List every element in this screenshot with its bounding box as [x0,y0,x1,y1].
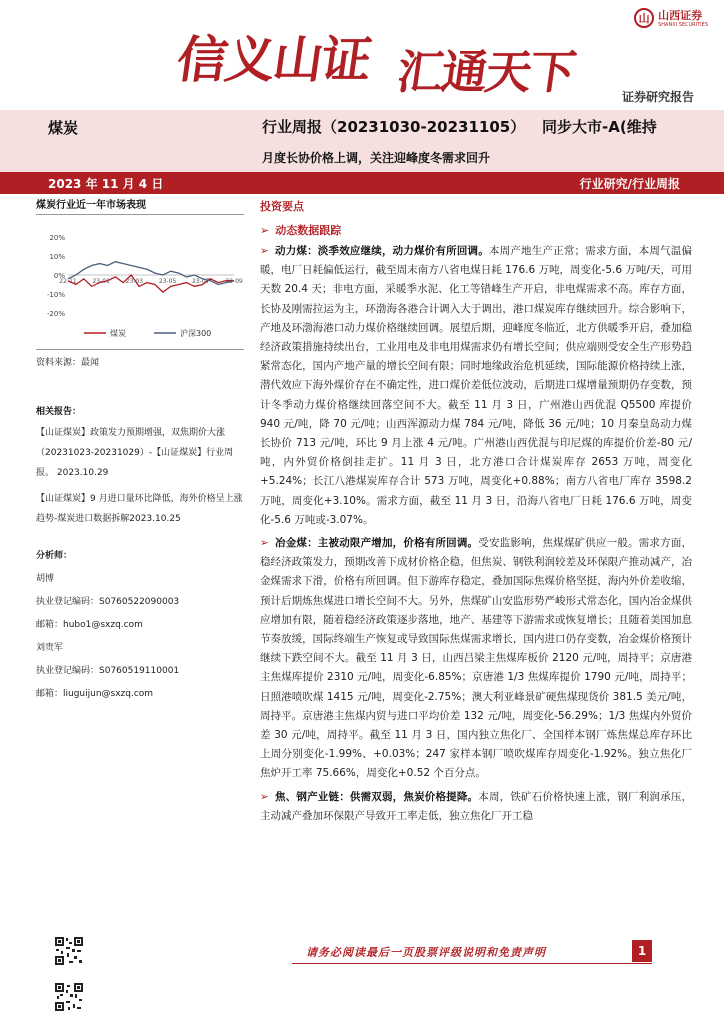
triangle-bullet-icon: ➢ [260,245,269,257]
y-tick-label: -20% [46,310,65,318]
paragraph-thermal-coal [260,242,692,530]
title-bar [0,110,724,172]
page-number: 1 [632,940,652,962]
report-title: 行业周报（20231030-20231105） [262,118,526,136]
analyst-email[interactable]: 邮箱：liuguijun@sxzq.com [36,689,154,699]
sidebar [36,194,244,706]
paragraph-body: 本周，铁矿石价格快速上涨，钢厂利润承压，主动减产叠加环保限产导致开工率走低，独立焦化厂开工稳 [260,790,693,822]
analyst-email[interactable]: 邮箱：hubo1@sxzq.com [36,620,143,630]
paragraph-title: 焦、钢产业链：供需双弱，焦炭价格提降。 [274,790,479,803]
paragraph-body: 本周产地生产正常；需求方面，本周气温偏暖，电厂日耗偏低运行，截至周末南方八省电煤日耗 176.6 万吨，周变化-5.6 万吨/天，可用天数 20.4 天；非电方面，采暖季水泥、化工等错峰生产开启，非电煤需求不高。库存方面，长协及刚需拉运为主，环渤海各港合计调入大于调出，港口煤炭库存继续回升。综合影响下，产地及环渤海港口动力煤价格继续回调。展望后期，迎峰度冬临近，北方供暖季开启，叠加稳经济政策措施持续出台，工业用电及非电用煤需求仍有增长空间；供应端则受安全生产形势趋紧常态化，国内产地产量的增长空间有限；同时地缘政治危机延续，国际能源价格持续上涨，潜代效应下海外煤价存在不确定性，进口煤价差低位波动，后期进口煤增量预期仍存变数，预计冬季动力煤价格继续回落空间不大。截至 11 月 3 日，广州港山西优混 Q5500 库提价 940 元/吨，降 70 元/吨；山西浑源动力煤 784 元/吨，降低 36 元/吨；10 月秦皇岛动力煤长协价 713 元/吨，环比 9 月上涨 4 元/吨。广州港山西优混与印尼煤的库提价价差-80 元/吨，内外贸价格倒挂走扩。11 月 3 日，北方港口合计煤炭库存 2653 万吨，周变化+5.24%；长江八港煤炭库存合计 573 万吨，周变化+0.88%；南方八省电厂库存 3598.2 万吨，周变化+3.10%。需求方面，截至 11 月 3 日，沿海八省电厂日耗 176.6 万吨，周变化-5.6 万吨或-3.07%。 [260,245,693,526]
related-report-item[interactable]: 【山证煤炭】政策发力预期增强，双焦期价大涨（20231023-20231029）-【山证煤炭】行业周报。 2023.10.29 [36,428,234,478]
paragraph-title: 冶金煤：主被动限产增加，价格有所回调。 [274,537,479,550]
main-content [260,194,692,826]
y-tick-label: 0% [53,272,65,280]
report-date: 2023 年 11 月 4 日 [48,177,164,191]
report-subtitle: 月度长协价格上调，关注迎峰度冬需求回升 [262,151,491,165]
qr-code-icon [54,982,84,1012]
x-tick-label: 23-01 [92,278,110,285]
legend-label: 沪深300 [180,329,212,338]
y-tick-label: -10% [46,291,65,299]
slogan-part2: 汇通天下 [393,45,578,99]
triangle-bullet-icon: ➢ [260,537,269,550]
analyst-heading: 分析师： [36,551,73,561]
sector-name: 煤炭 [48,119,79,137]
chart-source: 资料来源：最闻 [36,349,244,368]
sub-title: ➢ 动态数据跟踪 [260,224,342,237]
legend-label: 煤炭 [110,329,126,338]
x-tick-label: 23-05 [158,278,177,285]
rating: 同步大市-A(维持 [542,118,657,136]
related-report-item[interactable]: 【山证煤炭】9 月进口量环比降低，海外价格呈上涨趋势-煤炭进口数据拆解2023.10.25 [36,494,243,524]
qr-code-icon [54,936,84,966]
report-category: 行业研究/行业周报 [579,177,680,191]
report-type: 证券研究报告 [621,90,694,104]
x-tick-label: 23-09 [225,278,243,285]
slogan-part1: 信义山证 [173,30,374,89]
footer-rule [292,963,652,964]
triangle-bullet-icon: ➢ [260,224,270,237]
analyst-name: 刘贵军 [36,643,64,653]
date-bar [0,172,724,194]
x-tick-label: 23-07 [192,278,210,285]
performance-chart-title: 煤炭行业近一年市场表现 [36,196,244,215]
performance-chart-svg [36,215,244,345]
logo-mark-icon: 山 [634,8,654,28]
paragraph-title: 动力煤：淡季效应继续，动力煤价有所回调。 [274,245,489,257]
page-banner [0,0,724,110]
analyst-name: 胡博 [36,574,55,584]
logo-cn: 山西证券 [658,8,703,22]
performance-chart [36,215,244,345]
paragraph-steel-chain [260,788,692,826]
page-footer [0,932,724,972]
logo-en: SHANXI SECURITIES [658,21,708,28]
related-reports-heading: 相关报告： [36,407,82,417]
related-reports [36,423,244,529]
y-tick-label: 20% [49,234,65,242]
x-tick-label: 22-11 [59,278,77,285]
y-tick-label: 10% [49,253,65,261]
disclaimer-text: 请务必阅读最后一页股票评级说明和免责声明 [306,946,546,959]
paragraph-coking-coal [260,534,692,784]
company-logo [634,8,708,28]
paragraph-body: 受安监影响，焦煤煤矿供应一般。需求方面，稳经济政策发力，预期改善下成材价格企稳，但焦炭、钢铁利润较差及环保限产推动减产，冶金煤需求下滑，价格有所回调。但下游库存稳定，叠加国际焦煤价格坚挺，海内外价差收缩，预计后期炼焦煤进口增长空间不大。另外，焦煤矿山安监形势严峻形式常态化，国内冶金煤供应增加有限，随着稳经济政策逐步落地，地产、基建等下游需求或恢复增长；且随着美国加息节奏放缓，国际终端生产恢复或导致国际焦煤需求增长，国内进口仍存变数，冶金煤价格预计继续下跌空间不大。截至 11 月 3 日，山西吕梁主焦煤库板价 2120 元/吨，周持平；京唐港主焦煤库提价 2310 元/吨，周变化-6.85%；京唐港 1/3 焦煤库提价 1790 元/吨，周持平；日照港喷吹煤 1415 元/吨，周变化-2.75%；澳大利亚峰景矿硬焦煤现货价 381.5 美元/吨，周持平。京唐港主焦煤内贸与进口平均价差 132 元/吨，周变化-56.29%；1/3 焦煤内外贸价差 30 元/吨，周持平。截至 11 月 3 日，国内独立焦化厂、全国样本钢厂炼焦煤总库存环比上周分别变化-1.99%、+0.03%；247 家样本钢厂喷吹煤库存周变化-1.92%。独立焦化厂焦炉开工率 75.66%，周变化+0.52 个百分点。 [260,537,693,780]
triangle-bullet-icon: ➢ [260,790,269,803]
x-tick-label: 23-03 [125,278,144,285]
analyst-license: 执业登记编码：S0760519110001 [36,666,180,676]
analyst-block [36,545,244,706]
analyst-license: 执业登记编码：S0760522090003 [36,597,180,607]
section-title: 投资要点 [260,200,304,213]
